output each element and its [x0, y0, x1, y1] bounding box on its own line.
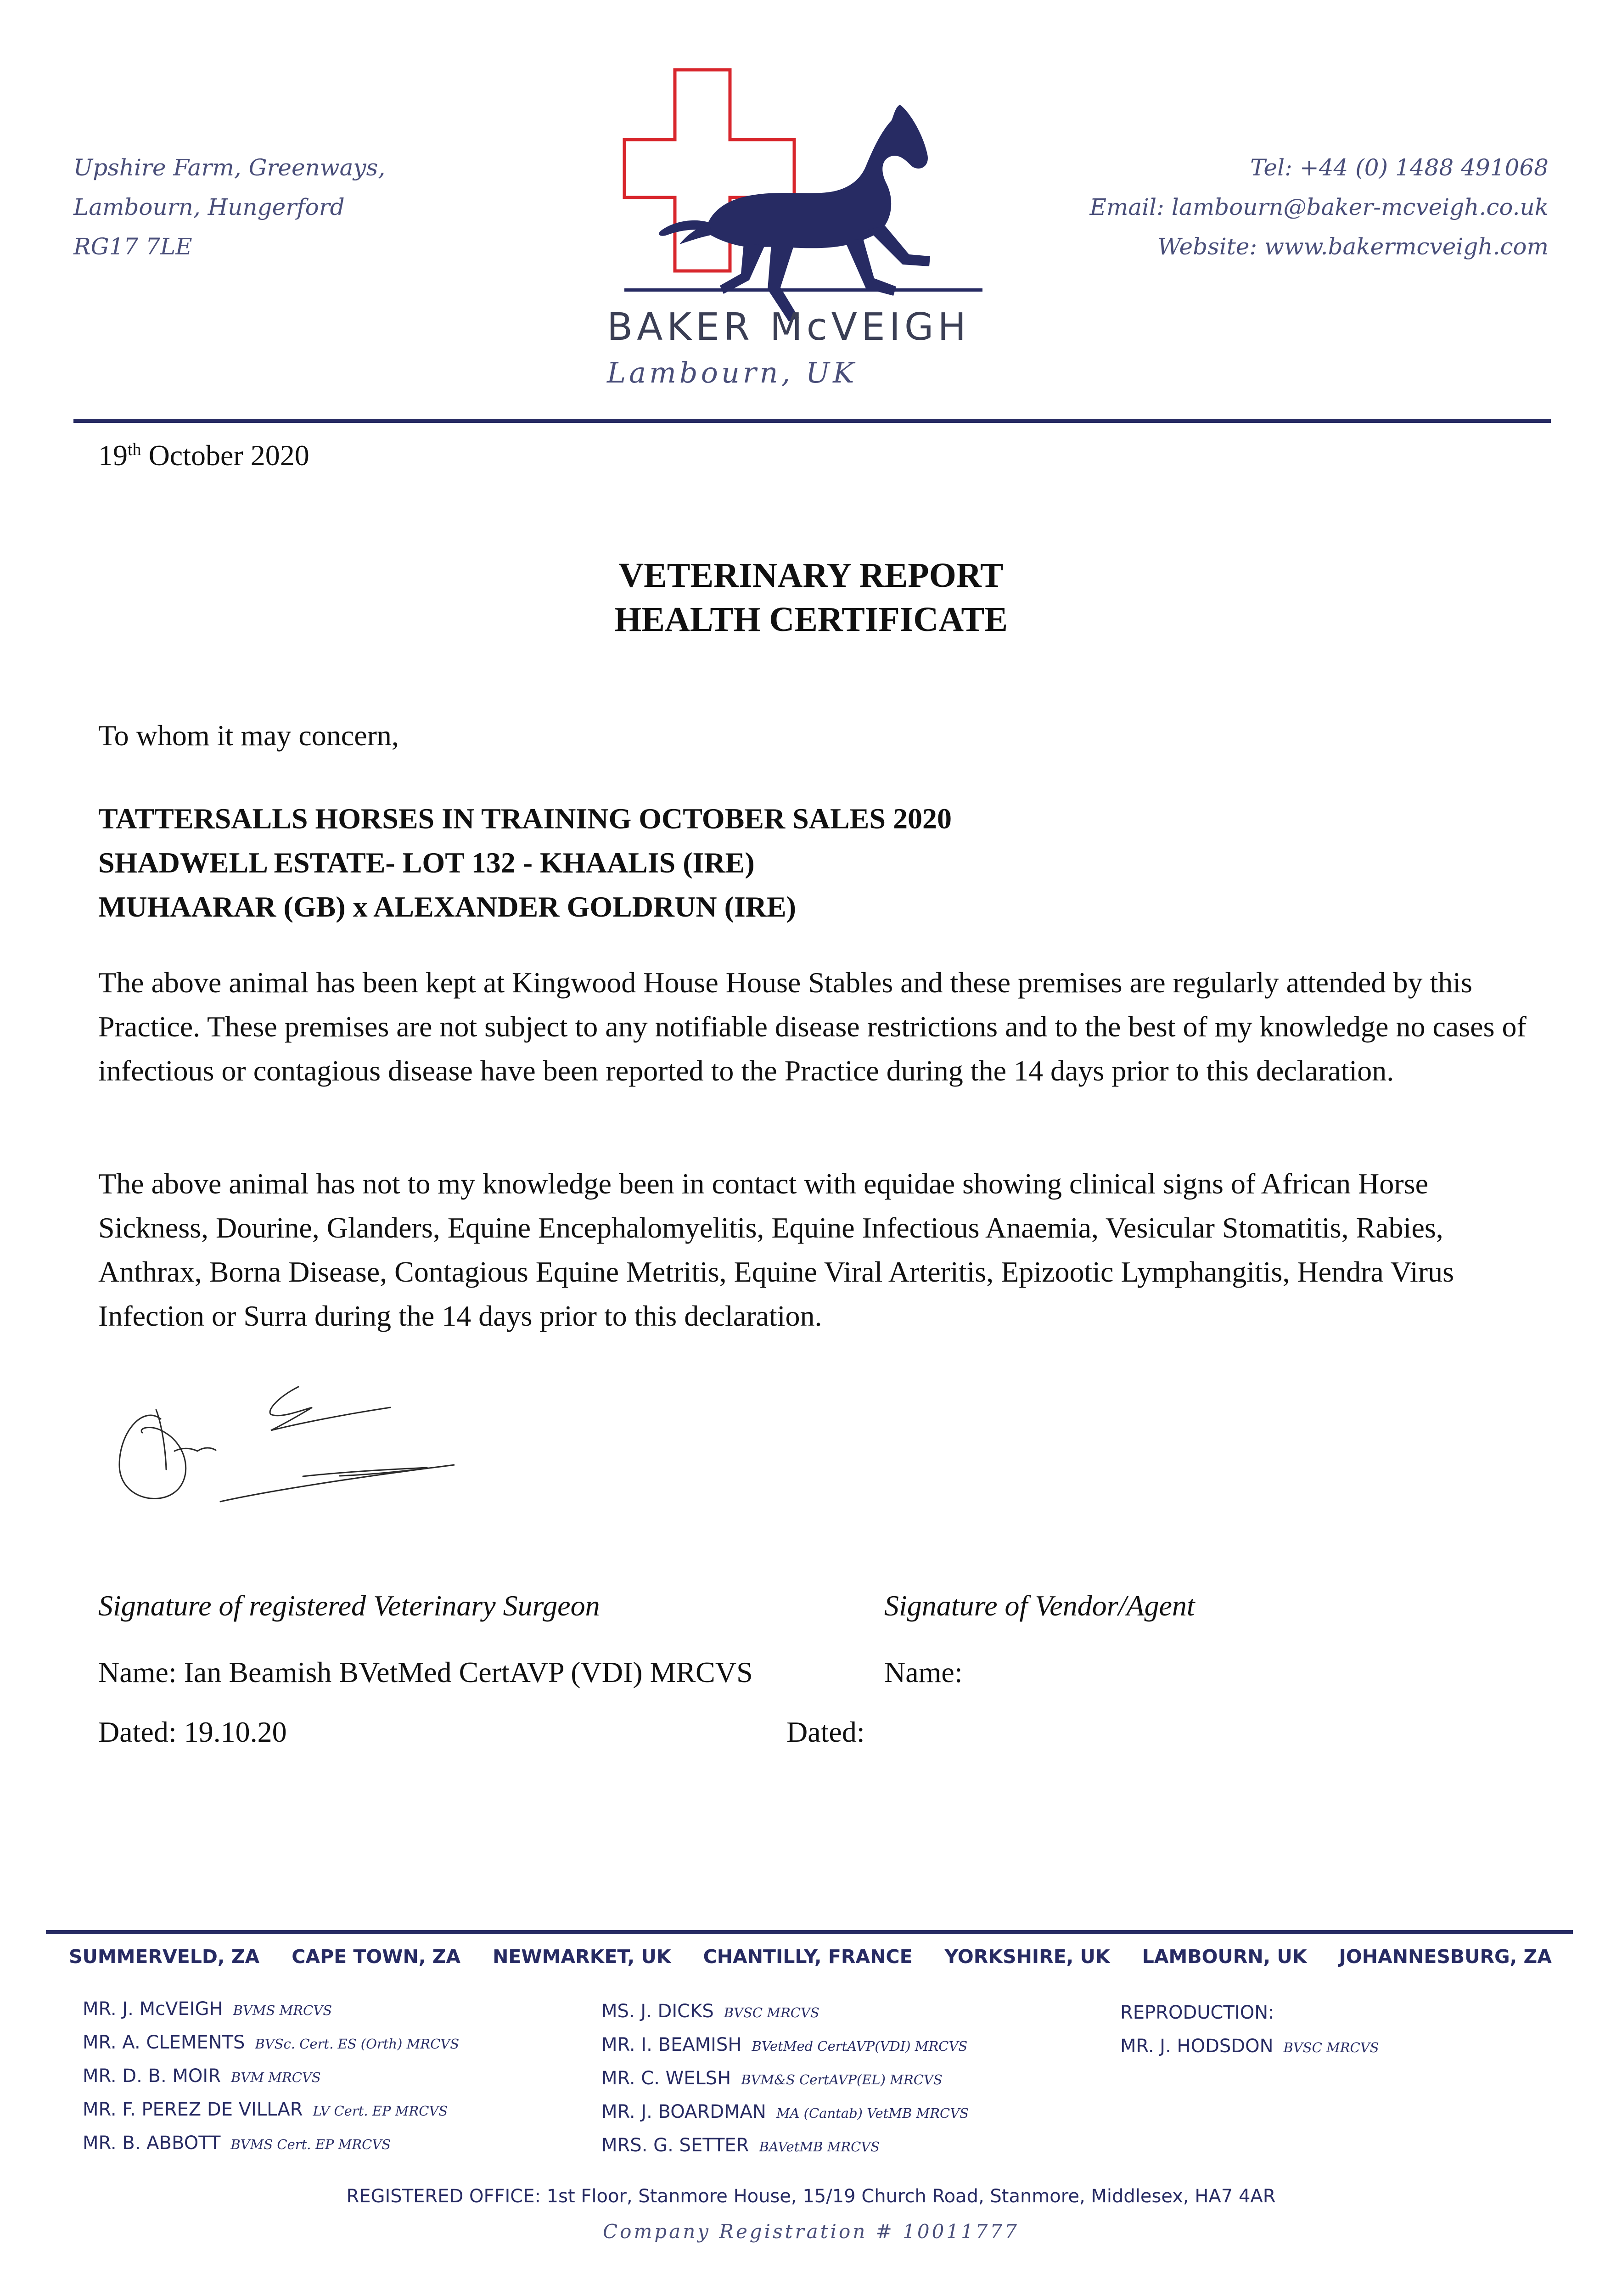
staff-name: MR. J. McVEIGH: [83, 1998, 223, 2020]
staff-qualifications: BVMS MRCVS: [233, 2003, 332, 2018]
registered-office: REGISTERED OFFICE: 1st Floor, Stanmore House, 15/19 Church Road, Stanmore, Middlesex, HA7 4AR: [346, 2186, 1276, 2207]
address-line: Lambourn, Hungerford: [73, 194, 345, 220]
staff-qualifications: BVetMed CertAVP(VDI) MRCVS: [752, 2038, 968, 2054]
practice-contact: [1089, 148, 1549, 266]
staff-qualifications: BVSC MRCVS: [724, 2005, 819, 2020]
staff-name: MR. A. CLEMENTS: [83, 2032, 245, 2053]
date-day: 19: [98, 439, 128, 472]
staff-entry: [601, 2068, 969, 2101]
address-line: Upshire Farm, Greenways,: [73, 154, 386, 181]
staff-entry: [601, 2001, 969, 2034]
greeting: To whom it may concern,: [98, 719, 399, 752]
staff-name: MR. F. PEREZ DE VILLAR: [83, 2099, 303, 2120]
office-location: LAMBOURN, UK: [1142, 1946, 1307, 1968]
staff-name: MR. J. HODSDON: [1120, 2036, 1274, 2057]
heading-line: TATTERSALLS HORSES IN TRAINING OCTOBER SALES 2020: [98, 802, 952, 835]
staff-name: MR. I. BEAMISH: [601, 2034, 742, 2055]
vendor-dated: Dated:: [786, 1716, 865, 1748]
staff-column-2: [601, 2001, 969, 2168]
document-title: [0, 553, 1622, 642]
brand-name: BAKER McVEIGH: [607, 305, 971, 349]
vet-dated: Dated: 19.10.20: [98, 1716, 287, 1748]
staff-entry: [601, 2135, 969, 2168]
staff-column-3: [1120, 2002, 1379, 2069]
email-line: Email: lambourn@baker-mcveigh.co.uk: [1089, 194, 1549, 220]
date-month-year: October 2020: [141, 439, 309, 472]
heading-line: SHADWELL ESTATE- LOT 132 - KHAALIS (IRE): [98, 846, 755, 879]
vendor-name: Name:: [884, 1656, 963, 1688]
title-line: VETERINARY REPORT: [618, 556, 1004, 595]
brand-location: Lambourn, UK: [607, 356, 858, 389]
staff-entry: [83, 2133, 459, 2166]
staff-entry: [83, 2065, 459, 2099]
vendor-signature-label: Signature of Vendor/Agent: [884, 1589, 1195, 1622]
office-location: CAPE TOWN, ZA: [292, 1946, 461, 1968]
date-suffix: th: [128, 440, 141, 459]
staff-entry: [601, 2101, 969, 2135]
logo-divider: [624, 288, 982, 292]
staff-name: MR. C. WELSH: [601, 2068, 731, 2089]
staff-entry: [1120, 2036, 1379, 2069]
header-divider: [73, 419, 1551, 423]
staff-qualifications: BVM MRCVS: [231, 2070, 321, 2085]
title-line: HEALTH CERTIFICATE: [614, 600, 1008, 639]
footer-divider: [46, 1930, 1573, 1934]
office-location: JOHANNESBURG, ZA: [1339, 1946, 1552, 1968]
disease-paragraph: The above animal has not to my knowledge been in contact with equidae showing clinical signs of African Horse Sickness, Dourine, Glanders, Equine Encephalomyelitis, Equine Infectious Anaemia, Vesicular Stomatitis, Rabies, Anthrax, Borna Disease, Contagious Equine Metritis, Equine Viral Arteritis, Epizootic Lymphangitis, Hendra Virus Infection or Surra during the 14 days prior to this declaration.: [98, 1167, 1454, 1332]
staff-qualifications: MA (Cantab) VetMB MRCVS: [776, 2105, 969, 2121]
heading-line: MUHAARAR (GB) x ALEXANDER GOLDRUN (IRE): [98, 890, 796, 923]
office-location: NEWMARKET, UK: [493, 1946, 671, 1968]
company-registration: Company Registration # 10011777: [603, 2220, 1019, 2243]
reproduction-heading: REPRODUCTION:: [1120, 2002, 1274, 2023]
staff-qualifications: BVMS Cert. EP MRCVS: [230, 2137, 391, 2152]
staff-qualifications: BVSC MRCVS: [1283, 2040, 1379, 2055]
vet-signature-label: Signature of registered Veterinary Surgeon: [98, 1589, 600, 1622]
staff-entry: [601, 2034, 969, 2068]
staff-qualifications: BVSc. Cert. ES (Orth) MRCVS: [255, 2036, 460, 2052]
letter-date: [98, 439, 309, 473]
practice-address: [73, 148, 385, 266]
premises-paragraph: The above animal has been kept at Kingwood House House Stables and these premises are regularly attended by this Practice. These premises are not subject to any notifiable disease restrictions and to the best of my knowledge no cases of infectious or contagious disease have been reported to the Practice during the 14 days prior to this declaration.: [98, 966, 1527, 1087]
staff-entry: [83, 1998, 459, 2032]
staff-qualifications: BAVetMB MRCVS: [759, 2139, 880, 2155]
staff-entry: [83, 2099, 459, 2133]
vet-name: Name: Ian Beamish BVetMed CertAVP (VDI) MRCVS: [98, 1656, 753, 1688]
staff-qualifications: LV Cert. EP MRCVS: [313, 2103, 448, 2119]
lot-heading: [98, 797, 952, 929]
website-line: Website: www.bakermcveigh.com: [1157, 233, 1549, 260]
staff-name: MS. J. DICKS: [601, 2001, 714, 2022]
office-location: SUMMERVELD, ZA: [69, 1946, 260, 1968]
staff-name: MRS. G. SETTER: [601, 2135, 749, 2156]
staff-entry: [83, 2032, 459, 2065]
staff-column-1: [83, 1998, 459, 2166]
staff-qualifications: BVM&S CertAVP(EL) MRCVS: [741, 2072, 943, 2088]
office-locations: [69, 1946, 1552, 1968]
phone-line: Tel: +44 (0) 1488 491068: [1250, 154, 1549, 181]
staff-name: MR. D. B. MOIR: [83, 2065, 221, 2087]
staff-name: MR. J. BOARDMAN: [601, 2101, 766, 2122]
staff-name: MR. B. ABBOTT: [83, 2133, 221, 2154]
vet-handwritten-signature: [106, 1378, 473, 1529]
office-location: YORKSHIRE, UK: [944, 1946, 1110, 1968]
address-line: RG17 7LE: [73, 233, 192, 260]
office-location: CHANTILLY, FRANCE: [703, 1946, 913, 1968]
